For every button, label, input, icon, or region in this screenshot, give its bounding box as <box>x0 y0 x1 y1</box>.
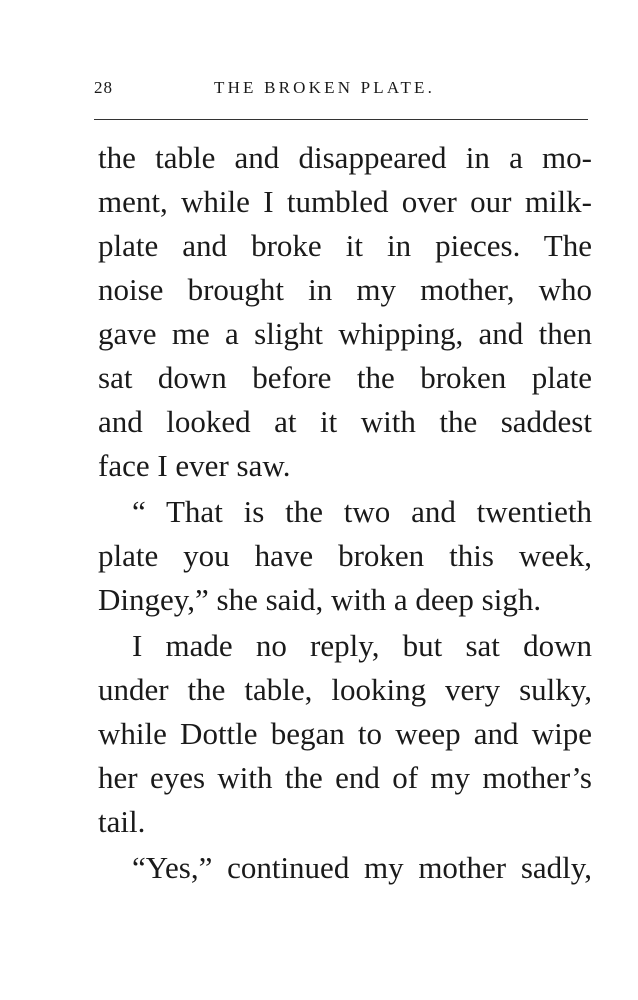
chapter-title: THE BROKEN PLATE. <box>214 78 436 97</box>
text-line: and looked at it with the saddest <box>98 404 592 439</box>
text-line: ment, while I tumbled over our milk- <box>98 184 592 219</box>
text-line: plate you have broken this week, <box>98 538 592 573</box>
running-head <box>94 78 594 100</box>
text-line: under the table, looking very sulky, <box>98 672 592 707</box>
text-line: face I ever saw. <box>98 448 291 483</box>
text-line: gave me a slight whipping, and then <box>98 316 592 351</box>
page-number: 28 <box>94 78 113 97</box>
text-line: plate and broke it in pieces. The <box>98 228 592 263</box>
text-line: “Yes,” continued my mother sadly, <box>132 850 592 885</box>
text-line: the table and disappeared in a mo- <box>98 140 592 175</box>
text-line: Dingey,” she said, with a deep sigh. <box>98 582 542 617</box>
header-rule <box>94 119 588 120</box>
text-line: noise brought in my mother, who <box>98 272 592 307</box>
text-line: her eyes with the end of my mother’s <box>98 760 592 795</box>
text-line: “ That is the two and twentieth <box>132 494 592 529</box>
text-line: I made no reply, but sat down <box>132 628 592 663</box>
text-line: tail. <box>98 804 146 839</box>
text-line: sat down before the broken plate <box>98 360 592 395</box>
text-line: while Dottle began to weep and wipe <box>98 716 592 751</box>
